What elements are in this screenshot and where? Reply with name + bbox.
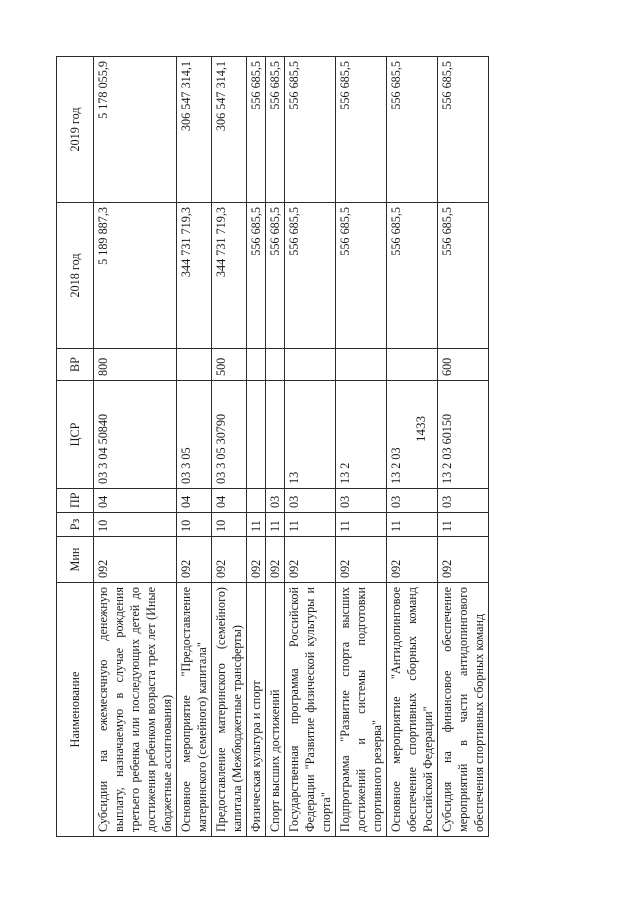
row-csr: 03 3 05	[177, 381, 212, 489]
row-pr: 03	[285, 489, 336, 513]
row-min: 092	[336, 537, 387, 583]
row-2019: 556 685,5	[285, 57, 336, 203]
table-row	[387, 57, 438, 837]
row-name: Субсидия на финансовое обеспечение мероприятий в части антидопингового обеспечения спортивных сборных команд	[438, 583, 489, 837]
row-name: Предоставление материнского (семейного) капитала (Межбюджетные трансферты)	[212, 583, 247, 837]
row-name: Государственная программа Российской Федерации "Развитие физической культуры и спорта"	[285, 583, 336, 837]
row-2018: 556 685,5	[247, 203, 266, 349]
row-2019: 306 547 314,1	[212, 57, 247, 203]
header-rz: Рз	[57, 513, 94, 537]
row-min: 092	[247, 537, 266, 583]
table-row	[285, 57, 336, 837]
row-2019: 556 685,5	[266, 57, 285, 203]
row-min: 092	[94, 537, 177, 583]
row-csr: 03 3 05 30790	[212, 381, 247, 489]
row-name: Физическая культура и спорт	[247, 583, 266, 837]
row-min: 092	[387, 537, 438, 583]
row-min: 092	[438, 537, 489, 583]
row-2018: 5 189 887,3	[94, 203, 177, 349]
row-name: Спорт высших достижений	[266, 583, 285, 837]
row-vr	[336, 349, 387, 381]
row-vr: 800	[94, 349, 177, 381]
row-pr	[247, 489, 266, 513]
header-pr: ПР	[57, 489, 94, 513]
row-2019: 556 685,5	[438, 57, 489, 203]
row-rz: 11	[387, 513, 438, 537]
budget-table	[56, 56, 489, 837]
row-min: 092	[177, 537, 212, 583]
table-row	[212, 57, 247, 837]
row-rz: 11	[336, 513, 387, 537]
row-pr: 03	[336, 489, 387, 513]
page-number: 1433	[413, 416, 428, 442]
row-rz: 10	[212, 513, 247, 537]
row-rz: 10	[94, 513, 177, 537]
row-pr: 03	[387, 489, 438, 513]
row-pr: 03	[438, 489, 489, 513]
row-2019: 556 685,5	[387, 57, 438, 203]
row-vr	[266, 349, 285, 381]
header-2018: 2018 год	[57, 203, 94, 349]
row-min: 092	[212, 537, 247, 583]
row-2018: 344 731 719,3	[212, 203, 247, 349]
row-vr	[247, 349, 266, 381]
row-vr: 500	[212, 349, 247, 381]
row-csr: 13	[285, 381, 336, 489]
row-name: Субсидии на ежемесячную денежную выплату, назначаемую в случае рождения третьего ребенка или последующих детей до достижения ребенком возраста трех лет (Иные бюджетные ассигнования)	[94, 583, 177, 837]
row-name: Основное мероприятие "Антидопинговое обеспечение спортивных сборных команд Российской Федерации"	[387, 583, 438, 837]
row-pr: 04	[177, 489, 212, 513]
row-2018: 556 685,5	[285, 203, 336, 349]
table-row	[177, 57, 212, 837]
row-2019: 556 685,5	[336, 57, 387, 203]
row-csr: 13 2 03 60150	[438, 381, 489, 489]
table-row	[336, 57, 387, 837]
row-vr	[177, 349, 212, 381]
table-header-row	[57, 57, 94, 837]
header-min: Мин	[57, 537, 94, 583]
row-pr: 03	[266, 489, 285, 513]
row-2019: 5 178 055,9	[94, 57, 177, 203]
row-csr	[247, 381, 266, 489]
row-csr: 03 3 04 50840	[94, 381, 177, 489]
table-row	[266, 57, 285, 837]
row-csr	[266, 381, 285, 489]
row-2018: 344 731 719,3	[177, 203, 212, 349]
row-rz: 11	[247, 513, 266, 537]
budget-table-container	[56, 57, 598, 837]
table-row	[247, 57, 266, 837]
row-2019: 306 547 314,1	[177, 57, 212, 203]
row-rz: 11	[285, 513, 336, 537]
row-rz: 11	[438, 513, 489, 537]
header-csr: ЦСР	[57, 381, 94, 489]
row-2018: 556 685,5	[438, 203, 489, 349]
row-2019: 556 685,5	[247, 57, 266, 203]
header-name: Наименование	[57, 583, 94, 837]
row-csr: 13 2 03	[387, 381, 438, 489]
row-2018: 556 685,5	[266, 203, 285, 349]
row-pr: 04	[94, 489, 177, 513]
row-name: Основное мероприятие "Предоставление материнского (семейного) капитала"	[177, 583, 212, 837]
row-min: 092	[285, 537, 336, 583]
row-vr: 600	[438, 349, 489, 381]
row-csr: 13 2	[336, 381, 387, 489]
row-rz: 11	[266, 513, 285, 537]
table-row	[438, 57, 489, 837]
row-min: 092	[266, 537, 285, 583]
row-vr	[387, 349, 438, 381]
row-vr	[285, 349, 336, 381]
row-name: Подпрограмма "Развитие спорта высших достижений и системы подготовки спортивного резерва"	[336, 583, 387, 837]
table-row	[94, 57, 177, 837]
header-vr: ВР	[57, 349, 94, 381]
header-2019: 2019 год	[57, 57, 94, 203]
row-2018: 556 685,5	[336, 203, 387, 349]
row-rz: 10	[177, 513, 212, 537]
row-pr: 04	[212, 489, 247, 513]
row-2018: 556 685,5	[387, 203, 438, 349]
